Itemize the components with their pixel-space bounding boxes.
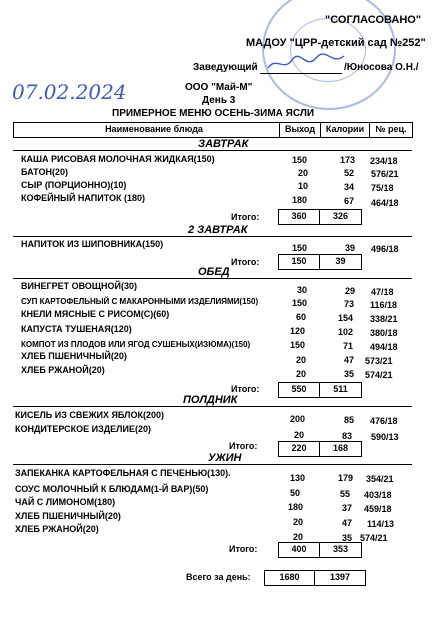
dish-name: СУП КАРТОФЕЛЬНЫЙ С МАКАРОННЫМИ ИЗДЕЛИЯМИ(150) — [21, 297, 259, 306]
total-calories: 326 — [332, 211, 349, 221]
dish-output: 20 — [293, 517, 304, 527]
dish-output: 30 — [297, 285, 308, 295]
total-output: 150 — [291, 256, 307, 266]
day-total-output: 1680 — [279, 572, 300, 582]
total-calories: 353 — [332, 544, 349, 554]
dish-calories: 154 — [338, 313, 354, 323]
total-box — [278, 382, 362, 398]
day-label: День 3 — [202, 95, 236, 106]
dish-name: ВИНЕГРЕТ ОВОЩНОЙ(30) — [21, 281, 137, 291]
dish-calories: 29 — [345, 286, 356, 296]
madou-name: МАДОУ "ЦРР-детский сад №252" — [246, 37, 426, 49]
dish-recipe: 494/18 — [370, 342, 398, 352]
dish-recipe: 464/18 — [371, 198, 399, 208]
dish-name: ХЛЕБ РЖАНОЙ(20) — [15, 524, 99, 534]
dish-output: 150 — [292, 155, 308, 165]
dish-recipe: 114/13 — [367, 519, 395, 529]
dish-name: КАША РИСОВАЯ МОЛОЧНАЯ ЖИДКАЯ(150) — [21, 154, 215, 164]
menu-title: ПРИМЕРНОЕ МЕНЮ ОСЕНЬ-ЗИМА ЯСЛИ — [112, 108, 315, 119]
dish-calories: 102 — [338, 327, 354, 337]
dish-recipe: 75/18 — [371, 183, 394, 193]
dish-name: ХЛЕБ ПШЕНИЧНЫЙ(20) — [15, 511, 121, 521]
header-name: Наименование блюда — [105, 124, 203, 134]
total-calories: 511 — [333, 384, 348, 394]
total-output: 400 — [291, 544, 307, 554]
dish-output: 20 — [296, 369, 307, 379]
dish-recipe: 338/21 — [370, 314, 398, 324]
table-header — [13, 122, 413, 138]
dish-output: 200 — [290, 414, 306, 424]
dish-name: НАПИТОК ИЗ ШИПОВНИКА(150) — [21, 239, 164, 249]
dish-output: 10 — [298, 181, 309, 191]
section-title: УЖИН — [208, 452, 242, 464]
dish-recipe: 496/18 — [371, 244, 399, 254]
dish-calories: 35 — [342, 533, 353, 543]
total-calories: 168 — [332, 443, 349, 453]
dish-calories: 39 — [345, 243, 356, 253]
dish-calories: 35 — [344, 369, 355, 379]
handwritten-date: 07.02.2024 — [12, 80, 127, 104]
total-label: Итого: — [229, 441, 258, 451]
dish-recipe: 116/18 — [370, 300, 398, 310]
dish-output: 150 — [292, 298, 308, 308]
dish-recipe: 574/21 — [360, 533, 388, 543]
dish-recipe: 380/18 — [370, 328, 398, 338]
dish-calories: 83 — [342, 431, 353, 441]
dish-recipe: 573/21 — [365, 356, 393, 366]
dish-calories: 67 — [344, 196, 355, 206]
dish-calories: 73 — [344, 299, 355, 309]
zaveduyushchiy-label: Заведующий — [193, 62, 258, 73]
dish-recipe: 576/21 — [371, 169, 399, 179]
dish-output: 20 — [298, 168, 309, 178]
dish-recipe: 574/21 — [365, 370, 393, 380]
dish-calories: 85 — [344, 415, 355, 425]
header-recipe: № рец. — [375, 124, 407, 134]
section-title: 2 ЗАВТРАК — [188, 224, 248, 236]
dish-output: 180 — [292, 195, 308, 205]
dish-name: СОУС МОЛОЧНЫЙ К БЛЮДАМ(1-Й ВАР)(50) — [15, 484, 209, 494]
dish-name: КОНДИТЕРСКОЕ ИЗДЕЛИЕ(20) — [15, 424, 151, 434]
dish-name: КОФЕЙНЫЙ НАПИТОК (180) — [21, 193, 146, 203]
soglasovano-label: "СОГЛАСОВАНО" — [325, 14, 422, 26]
dish-output: 120 — [290, 326, 306, 336]
dish-output: 20 — [296, 355, 307, 365]
dish-recipe: 47/18 — [371, 287, 394, 297]
total-label: Итого: — [229, 544, 258, 554]
day-total-label: Всего за день: — [186, 572, 251, 582]
dish-output: 50 — [290, 488, 301, 498]
dish-calories: 34 — [344, 182, 355, 192]
header-output: Выход — [284, 124, 316, 134]
total-calories: 39 — [335, 256, 346, 266]
total-label: Итого: — [231, 257, 260, 267]
total-output: 220 — [291, 443, 307, 453]
section-title: ПОЛДНИК — [183, 394, 238, 406]
total-box — [278, 542, 362, 558]
signature-scribble — [266, 52, 346, 74]
dish-calories: 179 — [338, 473, 354, 483]
total-box — [278, 254, 362, 270]
dish-name: КИСЕЛЬ ИЗ СВЕЖИХ ЯБЛОК(200) — [15, 410, 164, 420]
dish-calories: 47 — [342, 518, 353, 528]
dish-name: СЫР (ПОРЦИОННО)(10) — [21, 180, 127, 190]
dish-output: 20 — [294, 430, 305, 440]
dish-calories: 37 — [342, 503, 353, 513]
total-box — [278, 441, 362, 457]
dish-recipe: 590/13 — [371, 432, 399, 442]
dish-name: КАПУСТА ТУШЕНАЯ(120) — [21, 324, 132, 334]
dish-output: 150 — [292, 243, 308, 253]
dish-name: КОМПОТ ИЗ ПЛОДОВ ИЛИ ЯГОД СУШЕНЫХ(ИЗЮМА)(150) — [21, 340, 251, 349]
dish-name: ХЛЕБ РЖАНОЙ(20) — [21, 365, 105, 375]
header-calories: Калории — [325, 124, 365, 134]
dish-calories: 71 — [343, 341, 354, 351]
org-name: ООО "Май-М" — [185, 82, 253, 93]
total-output: 360 — [291, 211, 307, 221]
dish-recipe: 403/18 — [364, 490, 392, 500]
total-box — [278, 209, 362, 225]
dish-output: 130 — [290, 473, 306, 483]
dish-output: 180 — [288, 502, 304, 512]
dish-calories: 55 — [340, 489, 351, 499]
dish-recipe: 234/18 — [370, 156, 398, 166]
dish-name: КНЕЛИ МЯСНЫЕ С РИСОМ(С)(60) — [21, 309, 170, 319]
dish-name: ХЛЕБ ПШЕНИЧНЫЙ(20) — [21, 351, 127, 361]
dish-output: 60 — [296, 312, 307, 322]
day-total-box — [264, 570, 366, 586]
dish-calories: 173 — [340, 155, 356, 165]
dish-recipe: 354/21 — [366, 474, 394, 484]
dish-output: 150 — [290, 340, 306, 350]
total-output: 550 — [291, 384, 307, 394]
dish-calories: 52 — [344, 168, 355, 178]
section-title: ОБЕД — [198, 266, 230, 278]
dish-recipe: 459/18 — [364, 504, 392, 514]
dish-recipe: 476/18 — [370, 416, 398, 426]
signature-name: /Юносова О.Н./ — [344, 62, 419, 73]
dish-name: ЧАЙ С ЛИМОНОМ(180) — [15, 497, 116, 507]
total-label: Итого: — [231, 384, 260, 394]
dish-calories: 47 — [344, 355, 355, 365]
total-label: Итого: — [231, 212, 260, 222]
dish-name: ЗАПЕКАНКА КАРТОФЕЛЬНАЯ С ПЕЧЕНЬЮ(130). — [15, 468, 231, 478]
dish-name: БАТОН(20) — [21, 167, 68, 177]
dish-output: 20 — [293, 532, 304, 542]
section-title: ЗАВТРАК — [198, 138, 249, 150]
day-total-calories: 1397 — [329, 572, 351, 582]
